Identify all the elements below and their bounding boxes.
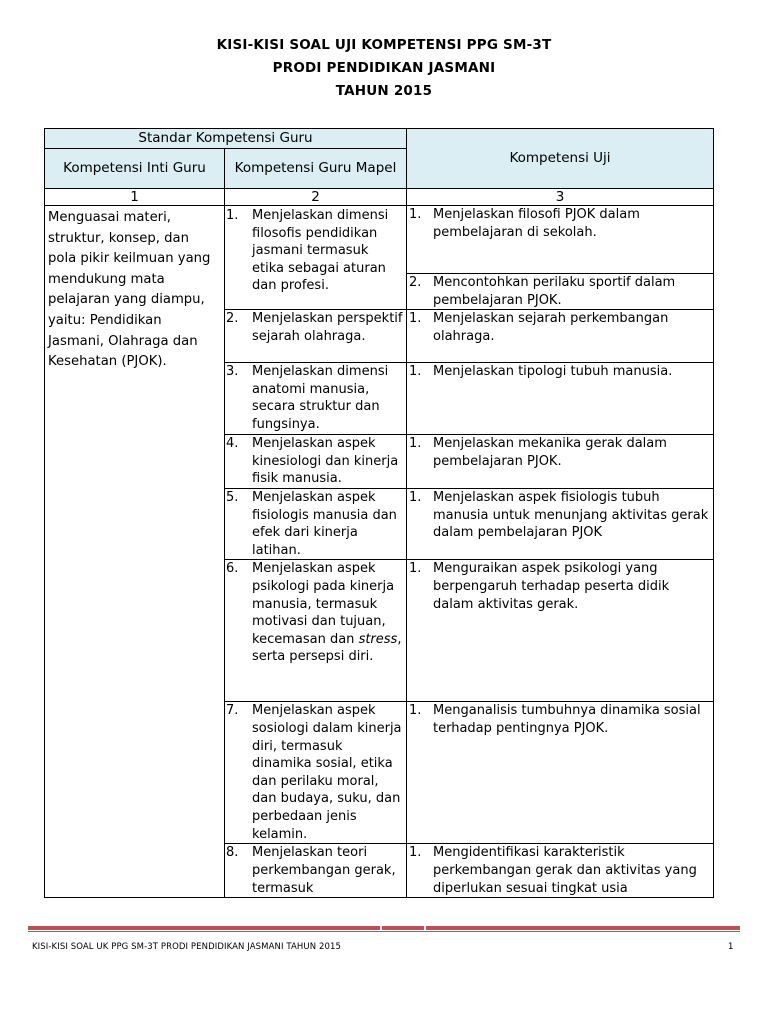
uji-cell-7: 1. Menganalisis tumbuhnya dinamika sosial terhadap pentingnya PJOK. (407, 702, 714, 844)
uji-cell-1-2: 2. Mencontohkan perilaku sportif dalam pembelajaran PJOK. (407, 274, 714, 310)
uji-cell-8: 1. Mengidentifikasi karakteristik perkembangan gerak dan aktivitas yang diperlukan sesuai tingkat usia (407, 844, 714, 898)
header-kompetensi-uji: Kompetensi Uji (407, 129, 714, 189)
mapel-cell-5: 5. Menjelaskan aspek fisiologis manusia dan efek dari kinerja latihan. (225, 488, 407, 559)
title-line-1: KISI-KISI SOAL UJI KOMPETENSI PPG SM-3T (216, 37, 552, 53)
header-standar-kompetensi: Standar Kompetensi Guru (45, 129, 407, 149)
footer-text: KISI-KISI SOAL UK PPG SM-3T PRODI PENDIDIKAN JASMANI TAHUN 2015 (32, 942, 342, 952)
mapel-cell-2: 2. Menjelaskan perspektif sejarah olahraga. (225, 310, 407, 363)
title-line-2: PRODI PENDIDIKAN JASMANI (272, 60, 496, 76)
header-kompetensi-inti: Kompetensi Inti Guru (45, 149, 225, 189)
mapel-cell-7: 7. Menjelaskan aspek sosiologi dalam kinerja diri, termasuk dinamika sosial, etika dan perilaku moral, dan budaya, suku, dan perbedaan jenis kelamin. (225, 702, 407, 844)
uji-cell-2: 1. Menjelaskan sejarah perkembangan olahraga. (407, 310, 714, 363)
uji-cell-6: 1. Menguraikan aspek psikologi yang berpengaruh terhadap peserta didik dalam aktivitas gerak. (407, 560, 714, 702)
uji-cell-3: 1. Menjelaskan tipologi tubuh manusia. (407, 363, 714, 435)
mapel-cell-6: 6. Menjelaskan aspek psikologi pada kinerja manusia, termasuk motivasi dan tujuan, kecemasan dan stress, serta persepsi diri. (225, 560, 407, 702)
uji-text: Menjelaskan filosofi PJOK dalam pembelajaran di sekolah. (433, 207, 640, 240)
mapel-cell-8: 8. Menjelaskan teori perkembangan gerak, termasuk (225, 844, 407, 898)
document-title (0, 34, 768, 103)
col-number-1: 1 (45, 189, 225, 206)
col-number-3: 3 (407, 189, 714, 206)
mapel-cell-3: 3. Menjelaskan dimensi anatomi manusia, secara struktur dan fungsinya. (225, 363, 407, 435)
page-number: 1 (728, 942, 734, 952)
mapel-text: Menjelaskan dimensi filosofis pendidikan jasmani termasuk etika sebagai aturan dan profesi. (252, 208, 389, 294)
uji-cell-5: 1. Menjelaskan aspek fisiologis tubuh manusia untuk menunjang aktivitas gerak dalam pembelajaran PJOK (407, 488, 714, 559)
mapel-cell-4: 4. Menjelaskan aspek kinesiologi dan kinerja fisik manusia. (225, 435, 407, 489)
uji-text: Mencontohkan perilaku sportif dalam pembelajaran PJOK. (433, 275, 676, 308)
title-line-3: TAHUN 2015 (335, 83, 433, 99)
uji-cell-4: 1. Menjelaskan mekanika gerak dalam pembelajaran PJOK. (407, 435, 714, 489)
mapel-cell-1: 1. Menjelaskan dimensi filosofis pendidikan jasmani termasuk etika sebagai aturan dan profesi. (225, 206, 407, 310)
uji-cell-1-1: 1. Menjelaskan filosofi PJOK dalam pembelajaran di sekolah. (407, 206, 714, 274)
header-kompetensi-mapel: Kompetensi Guru Mapel (225, 149, 407, 189)
kompetensi-inti-cell: Menguasai materi, struktur, konsep, dan pola pikir keilmuan yang mendukung mata pelajaran yang diampu, yaitu: Pendidikan Jasmani, Olahraga dan Kesehatan (PJOK). (45, 206, 225, 898)
footer-divider (28, 926, 740, 930)
kisi-kisi-table (44, 128, 714, 898)
col-number-2: 2 (225, 189, 407, 206)
